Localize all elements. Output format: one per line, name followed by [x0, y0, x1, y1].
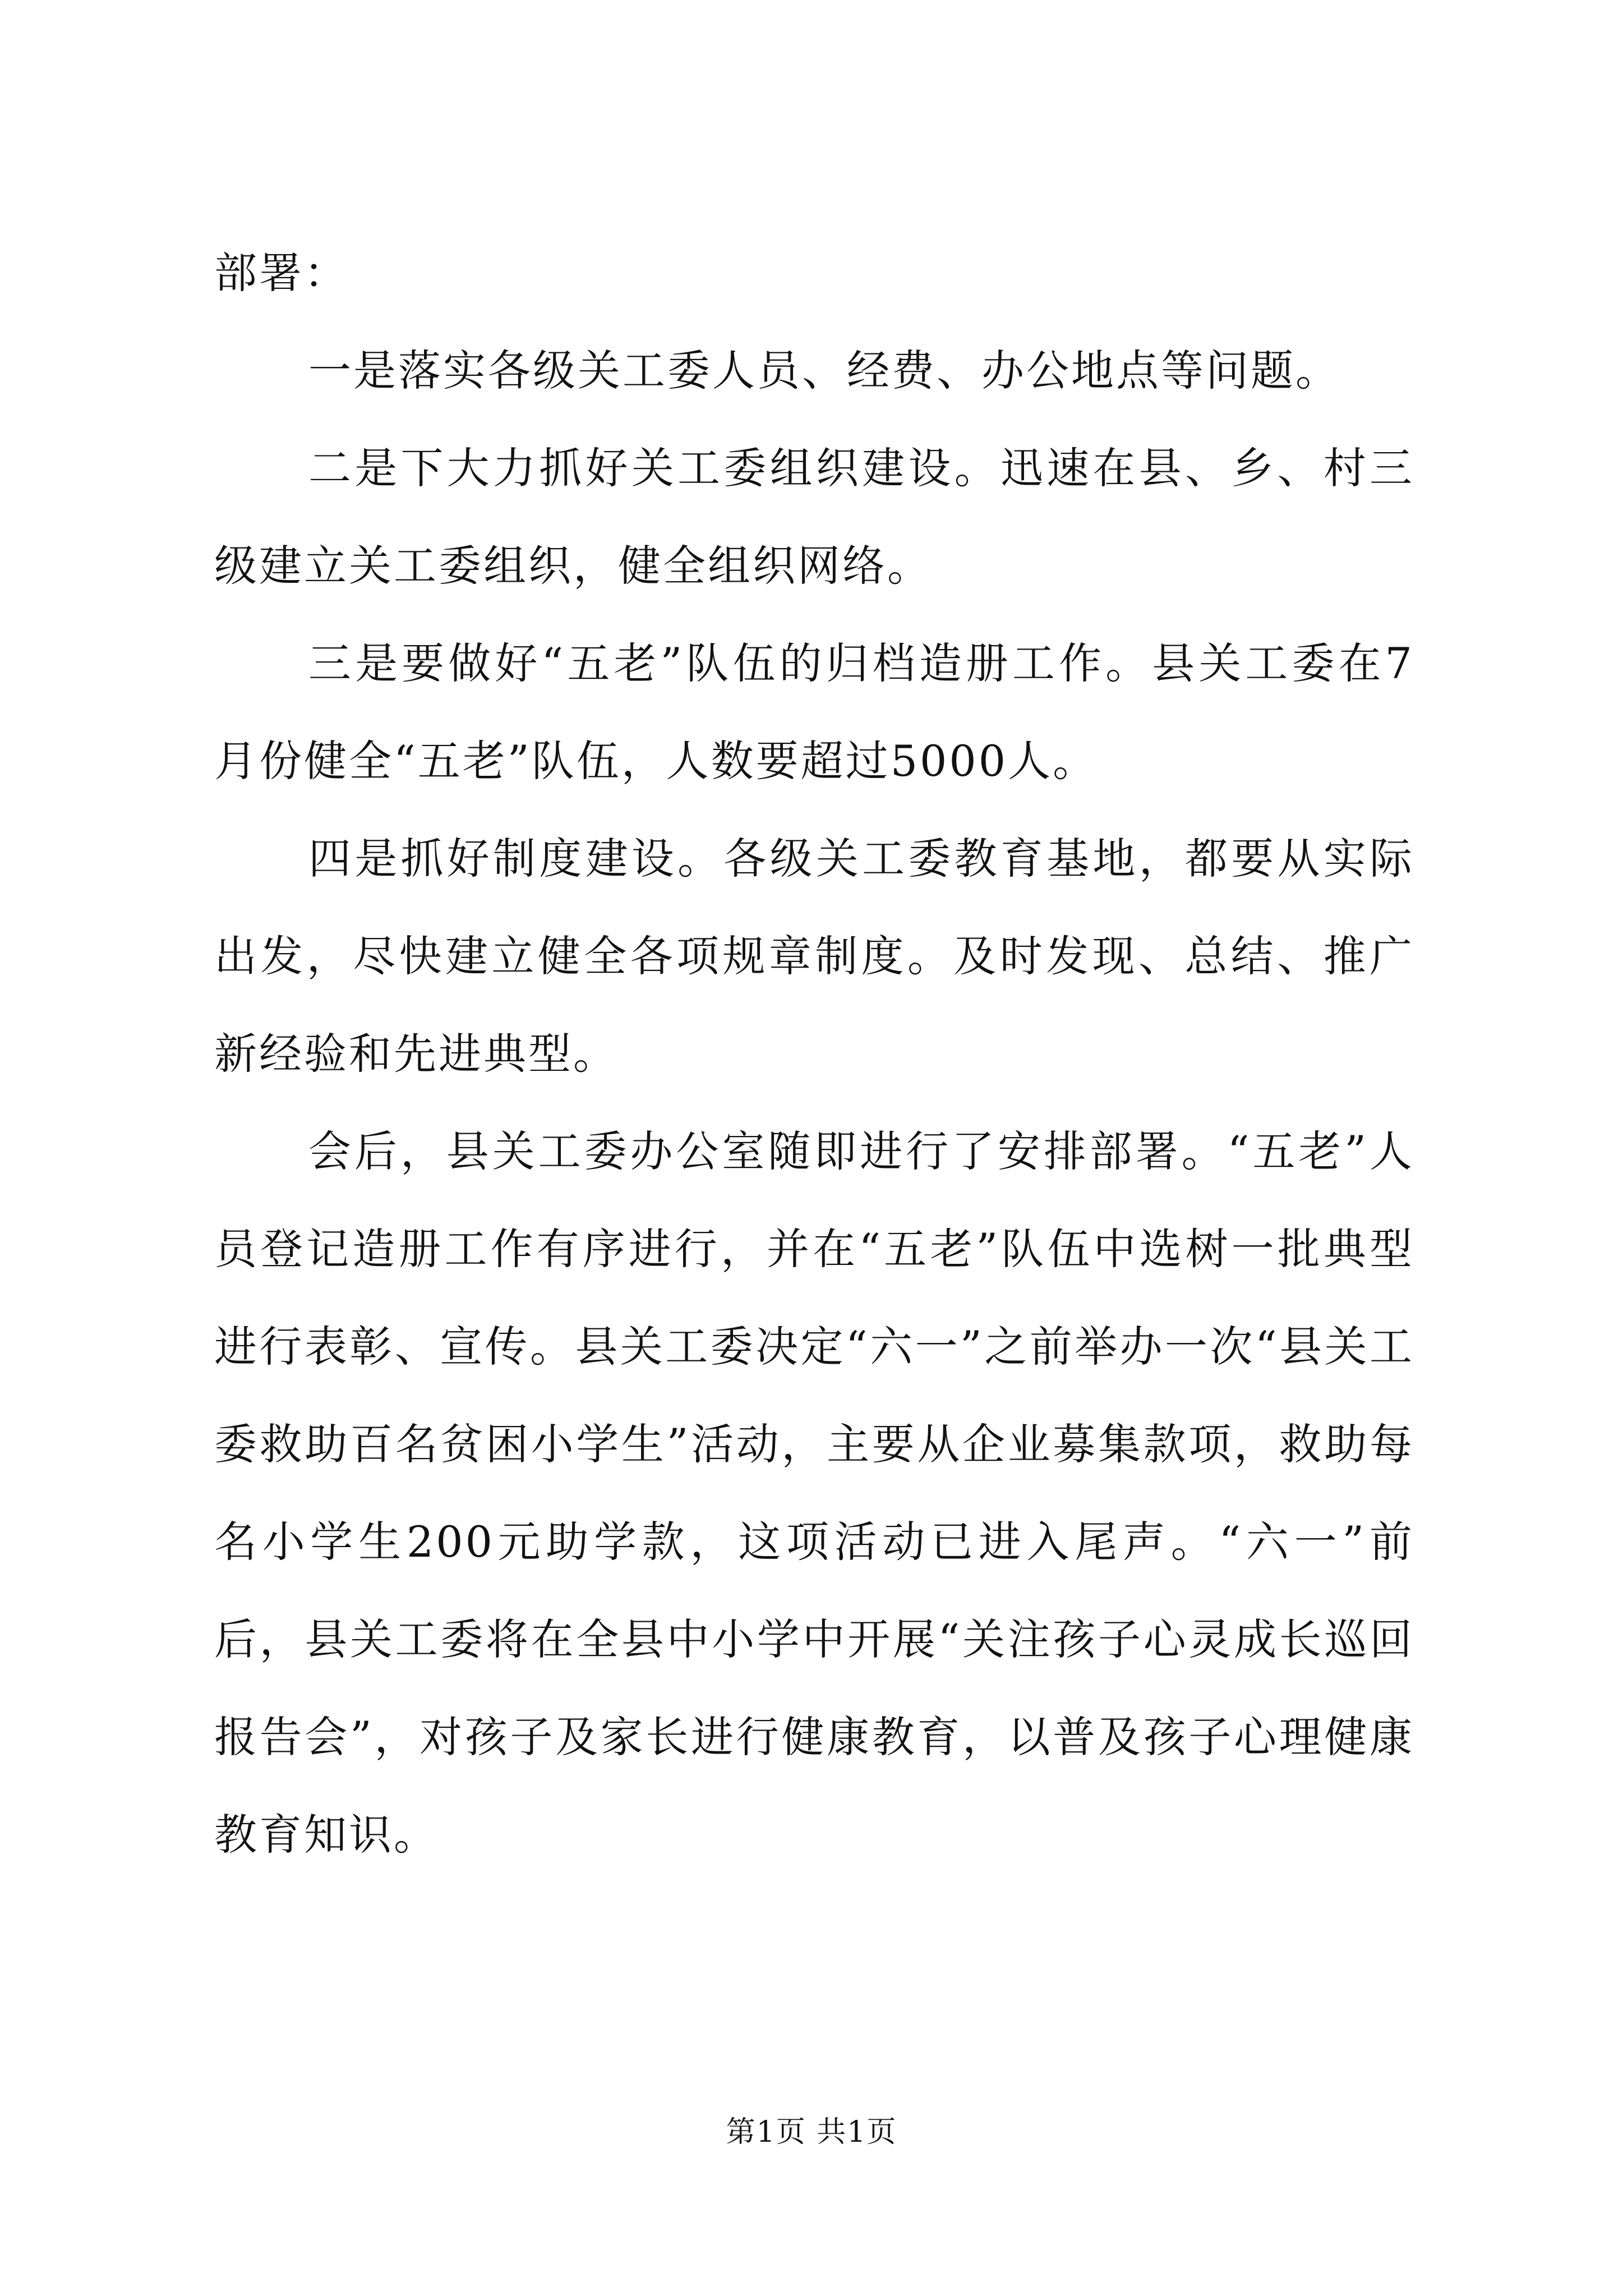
paragraph-item-3: 三是要做好“五老”队伍的归档造册工作。县关工委在7月份健全“五老”队伍，人数要超过5000人。: [214, 638, 1414, 786]
document-body: [214, 224, 1414, 1884]
paragraph-item-1: 一是落实各级关工委人员、经费、办公地点等问题。: [308, 346, 1340, 395]
paragraph-item-4: 四是抓好制度建设。各级关工委教育基地，都要从实际出发，尽快建立健全各项规章制度。及时发现、总结、推广新经验和先进典型。: [214, 834, 1414, 1079]
paragraph-item-2: 二是下大力抓好关工委组织建设。迅速在县、乡、村三级建立关工委组织，健全组织网络。: [214, 443, 1414, 591]
paragraph-summary: 会后，县关工委办公室随即进行了安排部署。“五老”人员登记造册工作有序进行，并在“五老”队伍中选树一批典型进行表彰、宣传。县关工委决定“六一”之前举办一次“县关工委救助百名贫困小学生”活动，主要从企业募集款项，救助每名小学生200元助学款，这项活动已进入尾声。“六一”前后，县关工委将在全县中小学中开展“关注孩子心灵成长巡回报告会”，对孩子及家长进行健康教育，以普及孩子心理健康教育知识。: [214, 1126, 1414, 1860]
page-footer: 第1页 共1页: [726, 2115, 897, 2149]
paragraph-heading: 部署：: [214, 248, 349, 298]
